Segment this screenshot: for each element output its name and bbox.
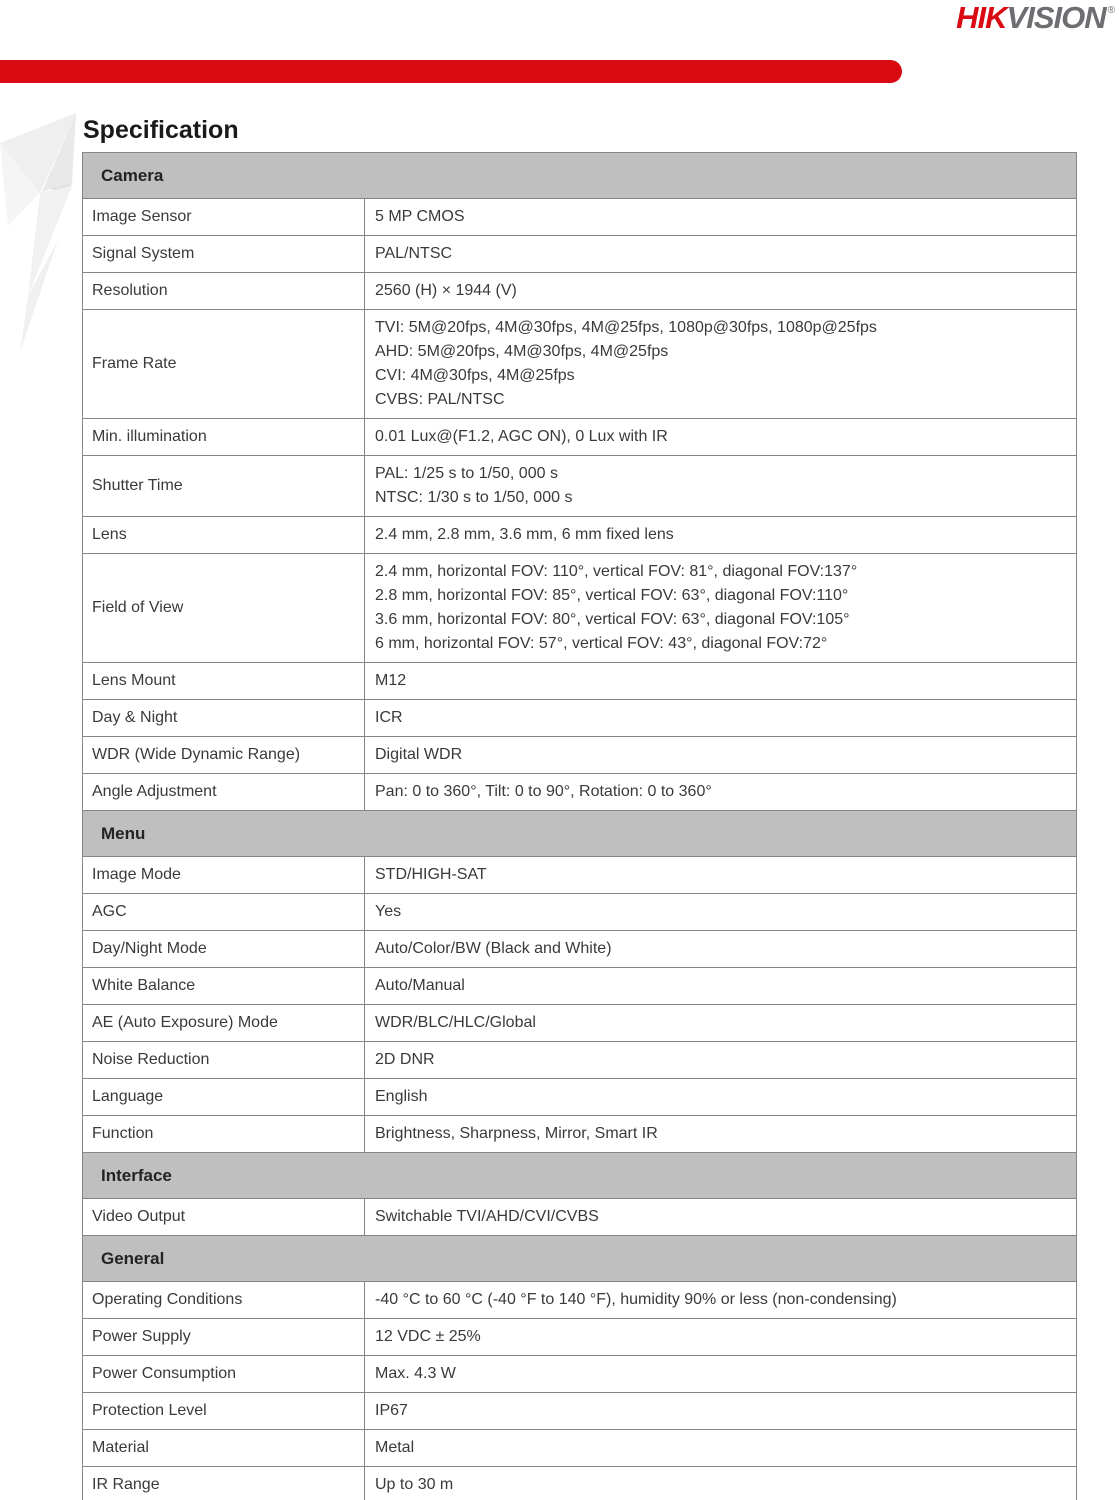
table-row: [83, 310, 1077, 419]
spec-label: Day & Night: [83, 700, 365, 737]
spec-label: AGC: [83, 894, 365, 931]
table-row: [83, 419, 1077, 456]
spec-value-line: 3.6 mm, horizontal FOV: 80°, vertical FOV: 63°, diagonal FOV:105°: [375, 611, 850, 628]
table-row: [83, 554, 1077, 663]
spec-value-line: Digital WDR: [375, 746, 463, 763]
spec-label: WDR (Wide Dynamic Range): [83, 737, 365, 774]
spec-label: Angle Adjustment: [83, 774, 365, 811]
table-row: [83, 737, 1077, 774]
spec-label: IR Range: [83, 1467, 365, 1500]
spec-value: [365, 1319, 1077, 1356]
spec-value-line: 2.4 mm, 2.8 mm, 3.6 mm, 6 mm fixed lens: [375, 526, 674, 543]
spec-value: [365, 1005, 1077, 1042]
spec-value-line: M12: [375, 672, 407, 689]
spec-value-line: 2.8 mm, horizontal FOV: 85°, vertical FOV: 63°, diagonal FOV:110°: [375, 587, 849, 604]
spec-label: Operating Conditions: [83, 1282, 365, 1319]
section-header-menu: Menu: [83, 811, 1077, 857]
spec-label: Power Consumption: [83, 1356, 365, 1393]
spec-value: [365, 1467, 1077, 1500]
spec-label: Day/Night Mode: [83, 931, 365, 968]
logo-text-vision: VISION: [1006, 0, 1106, 35]
table-row: [83, 1430, 1077, 1467]
spec-value-line: TVI: 5M@20fps, 4M@30fps, 4M@25fps, 1080p@30fps, 1080p@25fps: [375, 319, 877, 336]
spec-label: Power Supply: [83, 1319, 365, 1356]
spec-label: Min. illumination: [83, 419, 365, 456]
spec-value-line: 2560 (H) × 1944 (V): [375, 282, 517, 299]
table-row: [83, 1199, 1077, 1236]
spec-value: [365, 700, 1077, 737]
spec-value-line: AHD: 5M@20fps, 4M@30fps, 4M@25fps: [375, 343, 669, 360]
spec-label: AE (Auto Exposure) Mode: [83, 1005, 365, 1042]
spec-value-line: English: [375, 1088, 428, 1105]
logo-text-hik: HIK: [956, 0, 1007, 35]
spec-label: Material: [83, 1430, 365, 1467]
hikvision-logo: [956, 0, 1113, 36]
section-row-general: [83, 1236, 1077, 1282]
spec-value-line: STD/HIGH-SAT: [375, 866, 487, 883]
table-row: [83, 199, 1077, 236]
spec-label: Frame Rate: [83, 310, 365, 419]
section-header-camera: Camera: [83, 153, 1077, 199]
spec-value: [365, 857, 1077, 894]
spec-label: Field of View: [83, 554, 365, 663]
table-row: [83, 1116, 1077, 1153]
spec-value: [365, 273, 1077, 310]
registered-trademark-icon: ®: [1107, 5, 1115, 16]
section-header-general: General: [83, 1236, 1077, 1282]
spec-value-line: CVBS: PAL/NTSC: [375, 391, 505, 408]
table-row: [83, 517, 1077, 554]
spec-value-line: Metal: [375, 1439, 415, 1456]
table-row: [83, 1079, 1077, 1116]
spec-value: [365, 1282, 1077, 1319]
spec-value: [365, 199, 1077, 236]
spec-value: [365, 1042, 1077, 1079]
spec-value: [365, 737, 1077, 774]
table-row: [83, 968, 1077, 1005]
spec-value-line: Auto/Color/BW (Black and White): [375, 940, 612, 957]
spec-value: [365, 554, 1077, 663]
spec-value: [365, 1116, 1077, 1153]
table-row: [83, 1005, 1077, 1042]
spec-value: [365, 1430, 1077, 1467]
spec-value-line: Yes: [375, 903, 402, 920]
spec-value-line: Brightness, Sharpness, Mirror, Smart IR: [375, 1125, 658, 1142]
table-row: [83, 456, 1077, 517]
spec-value-line: 0.01 Lux@(F1.2, AGC ON), 0 Lux with IR: [375, 428, 668, 445]
spec-label: Signal System: [83, 236, 365, 273]
spec-value: [365, 774, 1077, 811]
spec-value-line: ICR: [375, 709, 403, 726]
spec-value: [365, 1199, 1077, 1236]
spec-value: [365, 1393, 1077, 1430]
table-row: [83, 1319, 1077, 1356]
section-header-interface: Interface: [83, 1153, 1077, 1199]
page-title: Specification: [83, 116, 239, 144]
spec-label: Image Mode: [83, 857, 365, 894]
spec-value-line: Pan: 0 to 360°, Tilt: 0 to 90°, Rotation: 0 to 360°: [375, 783, 712, 800]
table-row: [83, 1356, 1077, 1393]
spec-value-line: -40 °C to 60 °C (-40 °F to 140 °F), humidity 90% or less (non-condensing): [375, 1291, 897, 1308]
table-row: [83, 931, 1077, 968]
spec-label: Language: [83, 1079, 365, 1116]
spec-value-line: Up to 30 m: [375, 1476, 454, 1493]
spec-table: [82, 152, 1077, 1500]
spec-value-line: 12 VDC ± 25%: [375, 1328, 481, 1345]
spec-value: [365, 931, 1077, 968]
section-row-interface: [83, 1153, 1077, 1199]
spec-value-line: Max. 4.3 W: [375, 1365, 456, 1382]
spec-value-line: 6 mm, horizontal FOV: 57°, vertical FOV: 43°, diagonal FOV:72°: [375, 635, 828, 652]
spec-label: Resolution: [83, 273, 365, 310]
spec-value: [365, 236, 1077, 273]
spec-value-line: 2D DNR: [375, 1051, 435, 1068]
spec-value: [365, 517, 1077, 554]
table-row: [83, 663, 1077, 700]
table-row: [83, 1042, 1077, 1079]
table-row: [83, 236, 1077, 273]
specification-table: [82, 152, 1077, 1500]
table-row: [83, 273, 1077, 310]
spec-value: [365, 456, 1077, 517]
brand-red-bar: [0, 60, 902, 83]
spec-label: Lens: [83, 517, 365, 554]
spec-value-line: Auto/Manual: [375, 977, 465, 994]
spec-value-line: NTSC: 1/30 s to 1/50, 000 s: [375, 489, 573, 506]
spec-value: [365, 419, 1077, 456]
table-row: [83, 700, 1077, 737]
spec-value-line: Switchable TVI/AHD/CVI/CVBS: [375, 1208, 599, 1225]
spec-label: Protection Level: [83, 1393, 365, 1430]
spec-value: [365, 663, 1077, 700]
table-row: [83, 1393, 1077, 1430]
spec-label: Shutter Time: [83, 456, 365, 517]
spec-value: [365, 310, 1077, 419]
spec-label: Video Output: [83, 1199, 365, 1236]
table-row: [83, 894, 1077, 931]
spec-label: White Balance: [83, 968, 365, 1005]
table-row: [83, 1282, 1077, 1319]
section-row-camera: [83, 153, 1077, 199]
spec-label: Function: [83, 1116, 365, 1153]
spec-value-line: PAL: 1/25 s to 1/50, 000 s: [375, 465, 558, 482]
spec-value-line: IP67: [375, 1402, 408, 1419]
spec-value: [365, 1356, 1077, 1393]
spec-value: [365, 1079, 1077, 1116]
spec-label: Noise Reduction: [83, 1042, 365, 1079]
section-row-menu: [83, 811, 1077, 857]
spec-value-line: PAL/NTSC: [375, 245, 453, 262]
spec-value-line: 5 MP CMOS: [375, 208, 465, 225]
spec-value: [365, 894, 1077, 931]
table-row: [83, 774, 1077, 811]
table-row: [83, 1467, 1077, 1500]
spec-label: Lens Mount: [83, 663, 365, 700]
spec-value-line: WDR/BLC/HLC/Global: [375, 1014, 536, 1031]
table-row: [83, 857, 1077, 894]
spec-value-line: 2.4 mm, horizontal FOV: 110°, vertical FOV: 81°, diagonal FOV:137°: [375, 563, 858, 580]
spec-label: Image Sensor: [83, 199, 365, 236]
spec-value-line: CVI: 4M@30fps, 4M@25fps: [375, 367, 575, 384]
spec-value: [365, 968, 1077, 1005]
